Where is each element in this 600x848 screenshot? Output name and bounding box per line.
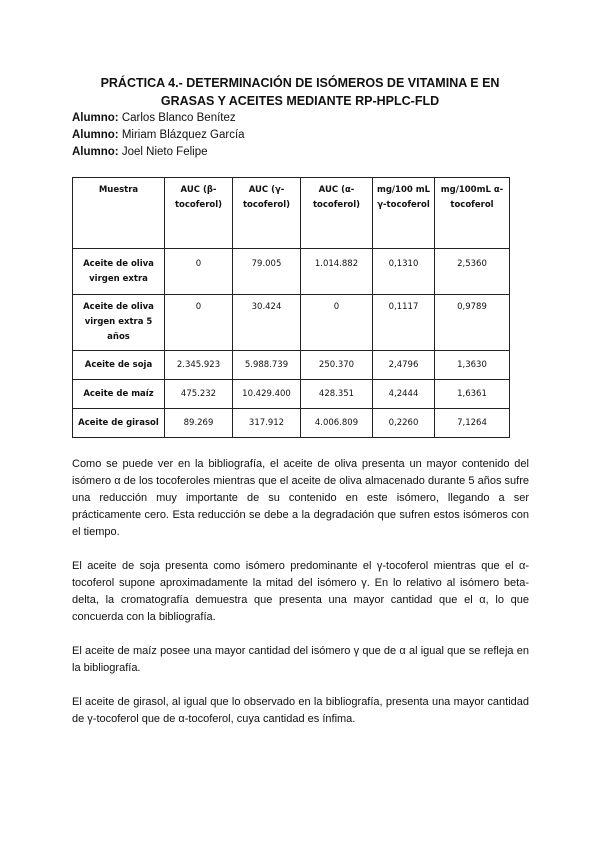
table-cell: 4.006.809 bbox=[301, 409, 373, 438]
document-title bbox=[60, 74, 540, 110]
title-line-2: GRASAS Y ACEITES MEDIANTE RP-HPLC-FLD bbox=[160, 94, 440, 108]
student-entry bbox=[72, 110, 245, 127]
table-cell: 0,1310 bbox=[373, 249, 435, 295]
header-cell: AUC (γ-tocoferol) bbox=[233, 178, 301, 249]
student-name: Miriam Blázquez García bbox=[121, 129, 245, 141]
table-row bbox=[73, 380, 510, 409]
header-cell: Muestra bbox=[73, 178, 165, 249]
student-entry bbox=[72, 144, 245, 161]
table-cell: 0 bbox=[301, 295, 373, 351]
table-cell: 0 bbox=[165, 249, 233, 295]
table-cell: 10.429.400 bbox=[233, 380, 301, 409]
student-list bbox=[72, 110, 245, 161]
table-cell: 2,4796 bbox=[373, 351, 435, 380]
paragraph: El aceite de girasol, al igual que lo observado en la bibliografía, presenta una mayor cantidad de γ-tocoferol que de α-tocoferol, cuya cantidad es ínfima. bbox=[72, 696, 529, 725]
table-cell: 1.014.882 bbox=[301, 249, 373, 295]
student-name: Joel Nieto Felipe bbox=[121, 146, 208, 158]
table-cell: 1,6361 bbox=[435, 380, 510, 409]
student-label: Alumno: bbox=[72, 146, 119, 158]
discussion-text bbox=[72, 456, 529, 745]
table-cell: 5.988.739 bbox=[233, 351, 301, 380]
table-cell: 4,2444 bbox=[373, 380, 435, 409]
table-row bbox=[73, 295, 510, 351]
table-header-row bbox=[73, 178, 510, 249]
table-cell: 250.370 bbox=[301, 351, 373, 380]
header-cell: AUC (β-tocoferol) bbox=[165, 178, 233, 249]
sample-name-cell: Aceite de soja bbox=[73, 351, 165, 380]
table-row bbox=[73, 351, 510, 380]
table-cell: 7,1264 bbox=[435, 409, 510, 438]
table-cell: 0 bbox=[165, 295, 233, 351]
table-cell: 428.351 bbox=[301, 380, 373, 409]
table-cell: 89.269 bbox=[165, 409, 233, 438]
table-cell: 317.912 bbox=[233, 409, 301, 438]
sample-name-cell: Aceite de oliva virgen extra bbox=[73, 249, 165, 295]
table-row bbox=[73, 409, 510, 438]
header-cell: AUC (α-tocoferol) bbox=[301, 178, 373, 249]
header-cell: mg/100mL α-tocoferol bbox=[435, 178, 510, 249]
table-cell: 0,2260 bbox=[373, 409, 435, 438]
title-line-1: PRÁCTICA 4.- DETERMINACIÓN DE ISÓMEROS DE VITAMINA E EN bbox=[100, 76, 500, 90]
table-cell: 2,5360 bbox=[435, 249, 510, 295]
paragraph: El aceite de maíz posee una mayor cantidad del isómero γ que de α al igual que se refleja en la bibliografía. bbox=[72, 645, 529, 674]
table-cell: 0,9789 bbox=[435, 295, 510, 351]
table-cell: 79.005 bbox=[233, 249, 301, 295]
table-row bbox=[73, 249, 510, 295]
results-table bbox=[72, 177, 510, 438]
paragraph: El aceite de soja presenta como isómero predominante el γ-tocoferol mientras que el α-tocoferol supone aproximadamente la mitad del isómero γ. En lo relativo al isómero beta-delta, la cromatografía demuestra que presenta una mayor cantidad que el α, lo que concuerda con la bibliografía. bbox=[72, 560, 529, 623]
table-cell: 30.424 bbox=[233, 295, 301, 351]
student-label: Alumno: bbox=[72, 129, 119, 141]
sample-name-cell: Aceite de maíz bbox=[73, 380, 165, 409]
student-entry bbox=[72, 127, 245, 144]
sample-name-cell: Aceite de oliva virgen extra 5 años bbox=[73, 295, 165, 351]
table-cell: 1,3630 bbox=[435, 351, 510, 380]
sample-name-cell: Aceite de girasol bbox=[73, 409, 165, 438]
student-name: Carlos Blanco Benítez bbox=[121, 112, 236, 124]
table-cell: 2.345.923 bbox=[165, 351, 233, 380]
table-cell: 0,1117 bbox=[373, 295, 435, 351]
paragraph: Como se puede ver en la bibliografía, el aceite de oliva presenta un mayor contenido del isómero α de los tocoferoles mientras que el aceite de oliva almacenado durante 5 años sufre una reducción muy importante de su contenido en este isómero, llegando a ser prácticamente cero. Esta reducción se debe a la degradación que sufren estos isómeros con el tiempo. bbox=[72, 458, 529, 538]
student-label: Alumno: bbox=[72, 112, 119, 124]
header-cell: mg/100 mL γ-tocoferol bbox=[373, 178, 435, 249]
table-cell: 475.232 bbox=[165, 380, 233, 409]
